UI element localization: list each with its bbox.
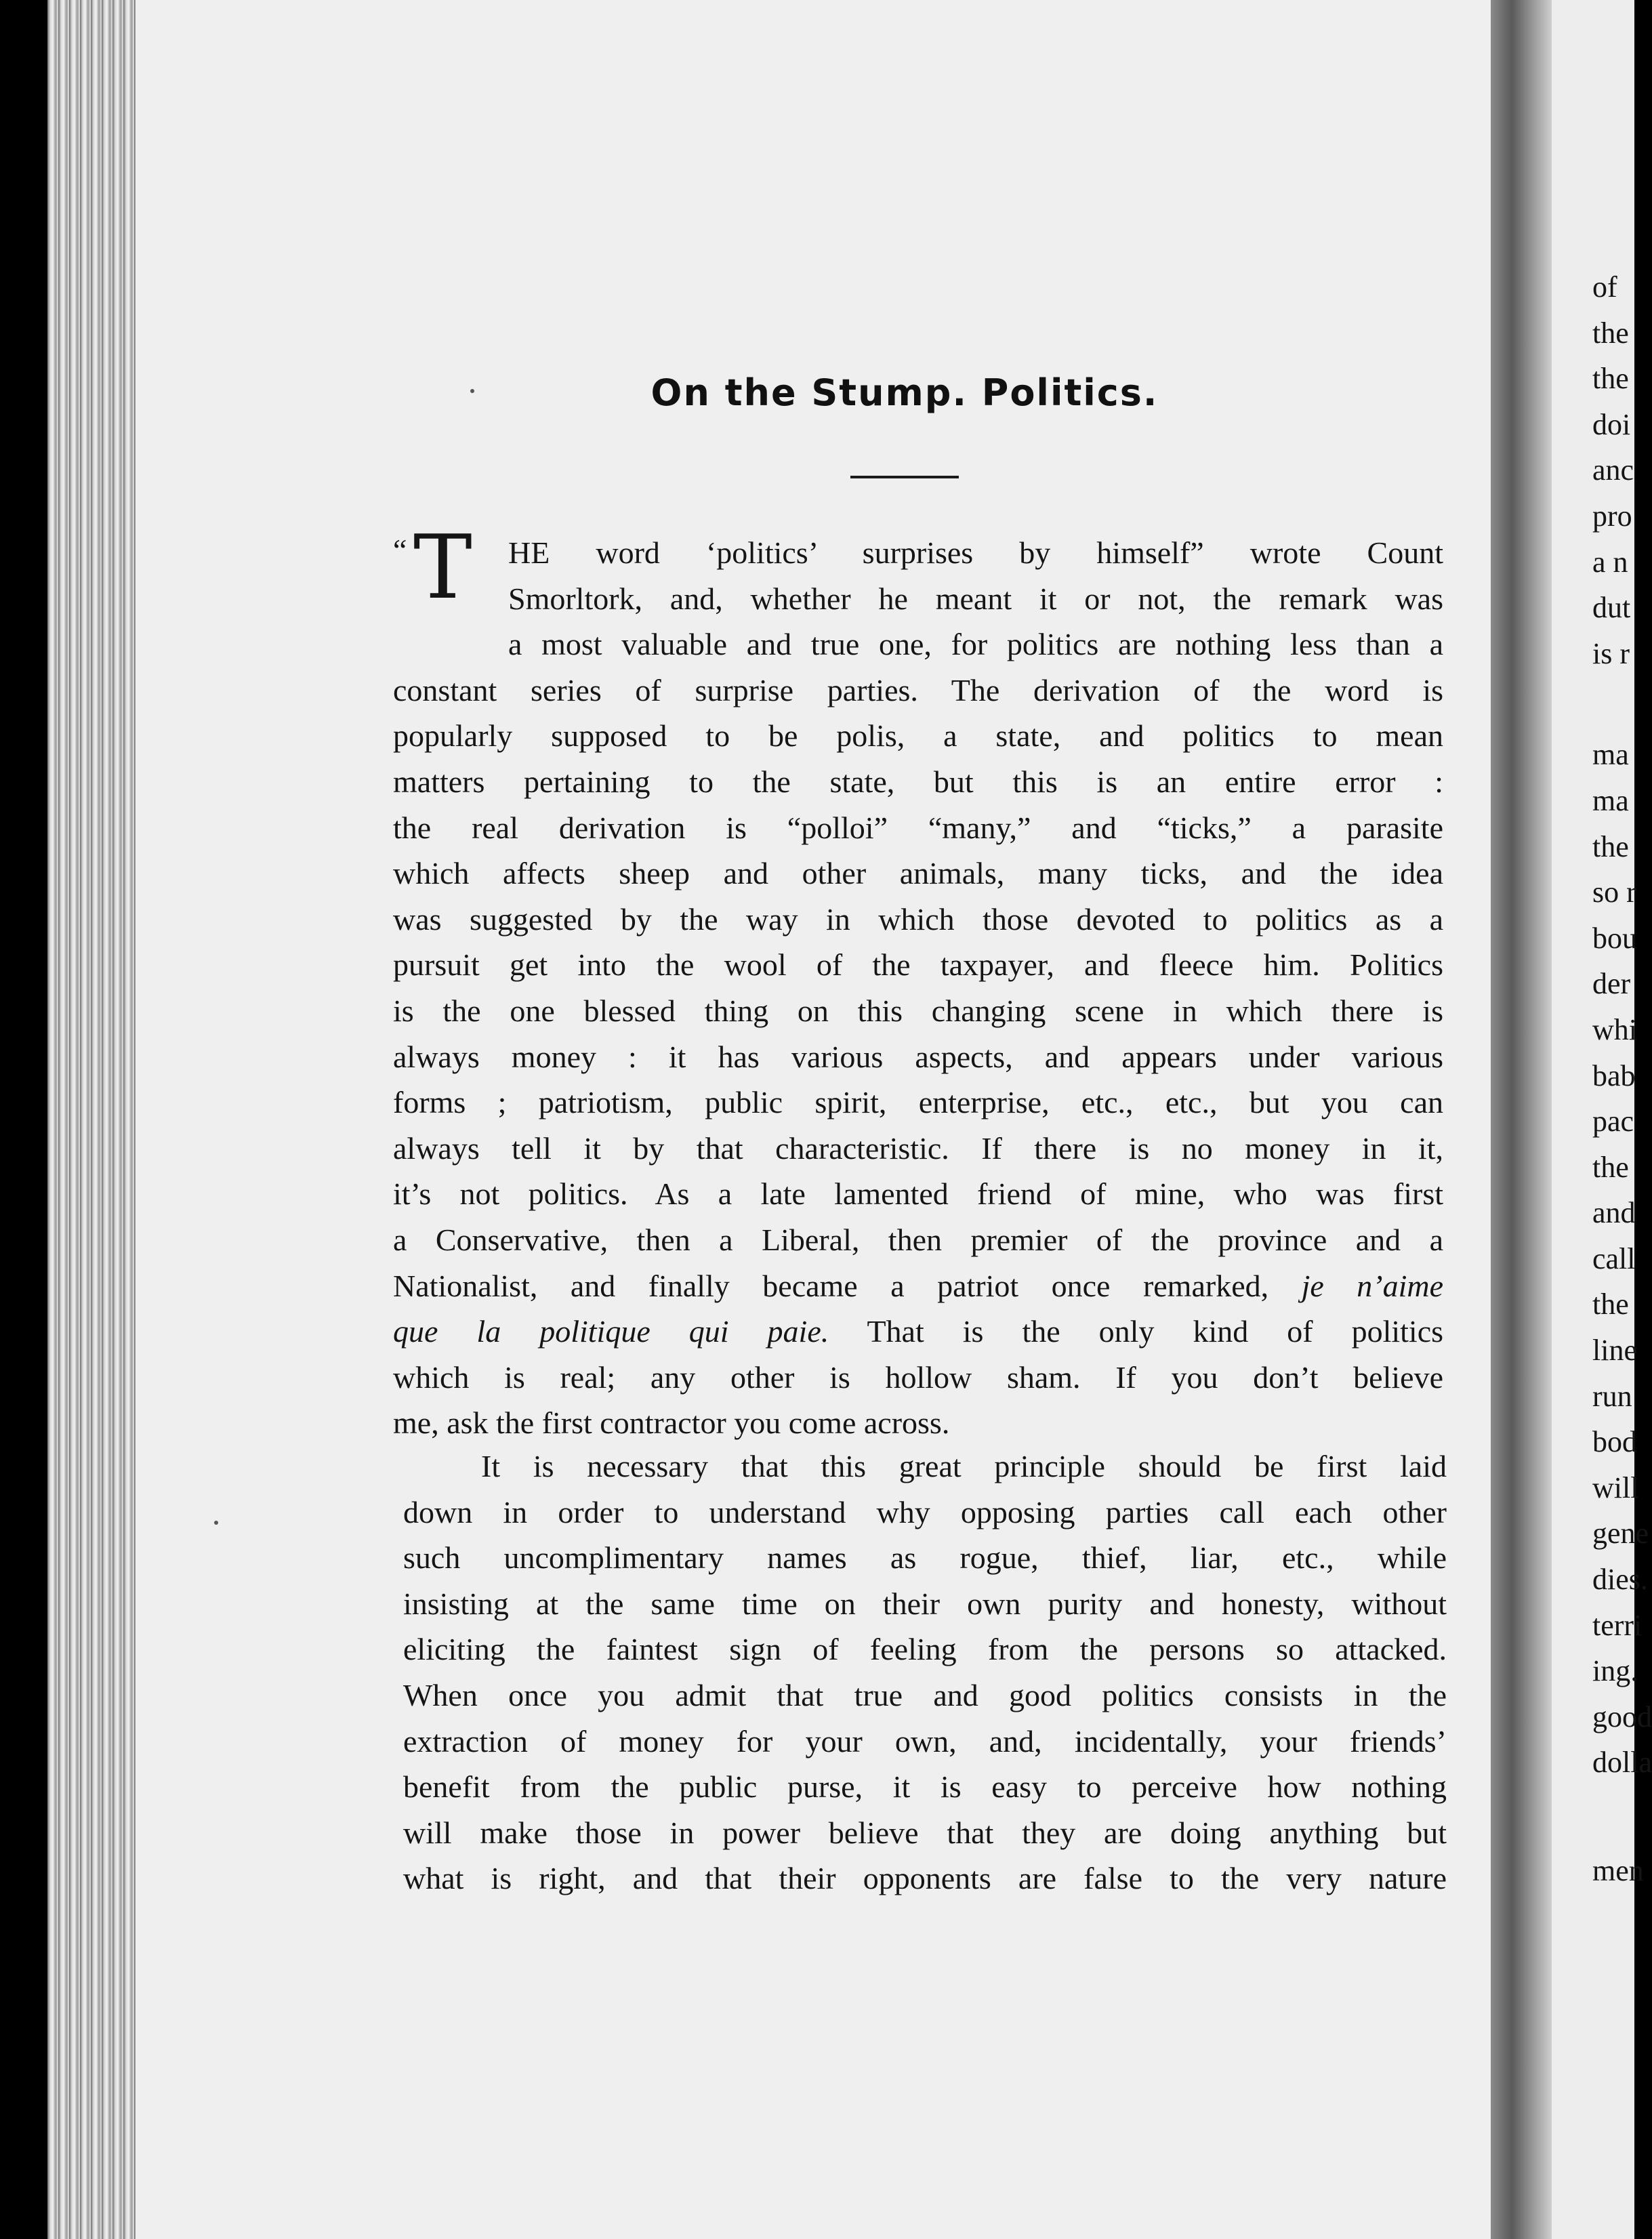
text-line: [393, 1309, 1443, 1355]
text-line: will make those in power believe that they are doing anything but: [403, 1815, 1447, 1850]
drop-cap-block: [393, 516, 495, 625]
text-line: down in order to understand why opposing parties call each other: [403, 1494, 1447, 1529]
text-line: always money : it has various aspects, and appears under various: [393, 1039, 1443, 1074]
text-line: forms ; patriotism, public spirit, enterprise, etc., etc., but you can: [393, 1085, 1443, 1120]
facing-page-fragment: anc: [1592, 453, 1634, 487]
text-line: always tell it by that characteristic. If there is no money in it,: [393, 1130, 1443, 1166]
text-line: benefit from the public purse, it is easy to perceive how nothing: [403, 1769, 1447, 1805]
facing-page-fragment: a n: [1592, 545, 1628, 579]
facing-page-fragment: terri: [1592, 1608, 1643, 1642]
text-line: extraction of money for your own, and, incidentally, your friends’: [403, 1723, 1447, 1759]
paragraph-2: [403, 1443, 1447, 1902]
facing-page-fragment: run: [1592, 1379, 1632, 1413]
facing-page-fragment: dolla: [1592, 1746, 1652, 1780]
text-line: which affects sheep and other animals, many ticks, and the idea: [393, 856, 1443, 891]
book-page-edges: [47, 0, 142, 2239]
text-line: pursuit get into the wool of the taxpayer, and fleece him. Politics: [393, 947, 1443, 983]
facing-page-fragment: ing.: [1592, 1654, 1638, 1688]
facing-page-fragment: pac: [1592, 1105, 1634, 1138]
facing-page-fragment: so r: [1592, 876, 1636, 909]
facing-page-text: [1592, 264, 1652, 1894]
text-line: such uncomplimentary names as rogue, thief, liar, etc., while: [403, 1540, 1447, 1576]
facing-page-fragment: call: [1592, 1241, 1636, 1275]
text-line: it’s not politics. As a late lamented friend of mine, who was first: [393, 1176, 1443, 1212]
facing-page-fragment: the: [1592, 1288, 1629, 1321]
text-line: Smorltork, and, whether he meant it or not, the remark was: [508, 581, 1443, 616]
text-line: constant series of surprise parties. The derivation of the word is: [393, 672, 1443, 707]
text-line: [393, 1263, 1443, 1309]
facing-page-fragment: the: [1592, 829, 1629, 863]
facing-page-fragment: dies.: [1592, 1563, 1648, 1597]
facing-page-fragment: the: [1592, 362, 1629, 396]
facing-page-fragment: bod: [1592, 1425, 1637, 1459]
text-line: HE word ‘politics’ surprises by himself” wrote Count: [508, 535, 1443, 570]
paragraph-1: [393, 516, 1444, 1446]
facing-page-fragment: line: [1592, 1334, 1637, 1368]
facing-page-fragment: bou: [1592, 921, 1637, 955]
chapter-title: On the Stump. Politics.: [651, 371, 1159, 414]
facing-page-group-3: [1592, 1848, 1644, 1894]
text-line: insisting at the same time on their own purity and honesty, without: [403, 1586, 1447, 1621]
facing-page-group-1: [1592, 264, 1634, 676]
text-line: which is real; any other is hollow sham. If you don’t believe: [393, 1359, 1443, 1395]
text-line: When once you admit that true and good politics consists in the: [403, 1677, 1447, 1712]
text-line: me, ask the first contractor you come across.: [393, 1405, 950, 1441]
facing-page-fragment: pro: [1592, 499, 1632, 533]
facing-page-fragment: and: [1592, 1196, 1636, 1230]
facing-page-fragment: is r: [1592, 636, 1630, 670]
text-line: a Conservative, then a Liberal, then premier of the province and a: [393, 1222, 1443, 1257]
text-line: matters pertaining to the state, but this is an entire error :: [393, 764, 1443, 799]
title-rule: [850, 476, 959, 478]
text-line: a most valuable and true one, for politics are nothing less than a: [508, 627, 1443, 662]
text-line: is the one blessed thing on this changing scene in which there is: [393, 993, 1443, 1028]
italic-phrase: je n’aime: [1301, 1268, 1444, 1303]
facing-page-fragment: of: [1592, 270, 1617, 304]
facing-page-fragment: doi: [1592, 407, 1631, 441]
italic-phrase: que la politique qui paie.: [393, 1314, 829, 1349]
text-line: was suggested by the way in which those devoted to politics as a: [393, 901, 1443, 937]
text-line: popularly supposed to be polis, a state, and politics to mean: [393, 718, 1443, 754]
book-gutter: [1491, 0, 1552, 2239]
text-line: It is necessary that this great principle should be first laid: [481, 1449, 1447, 1483]
facing-page-fragment: the: [1592, 1150, 1629, 1184]
facing-page-fragment: ma: [1592, 783, 1629, 817]
ink-speck: [470, 389, 474, 393]
ink-speck: [214, 1521, 218, 1525]
facing-page-fragment: will: [1592, 1471, 1639, 1504]
text-line: the real derivation is “polloi” “many,” and “ticks,” a parasite: [393, 810, 1443, 845]
facing-page-fragment: der: [1592, 967, 1631, 1001]
opening-quote: “: [393, 533, 407, 567]
facing-page-fragment: the: [1592, 316, 1629, 350]
facing-page-fragment: gene: [1592, 1517, 1649, 1550]
facing-page-group-2: [1592, 732, 1652, 1786]
text-segment: Nationalist, and finally became a patriot once remarked,: [393, 1268, 1269, 1303]
facing-page-fragment: bab: [1592, 1059, 1636, 1092]
drop-cap: T: [413, 516, 472, 619]
text-line: eliciting the faintest sign of feeling from the persons so attacked.: [403, 1632, 1447, 1667]
text-line: what is right, and that their opponents are false to the very nature: [403, 1861, 1447, 1896]
facing-page-fragment: dut: [1592, 591, 1631, 625]
facing-page-fragment: good: [1592, 1700, 1652, 1733]
facing-page-fragment: ma: [1592, 738, 1629, 772]
text-segment: That is the only kind of politics: [867, 1314, 1444, 1349]
facing-page-fragment: whi: [1592, 1012, 1637, 1046]
facing-page-fragment: men: [1592, 1854, 1644, 1887]
